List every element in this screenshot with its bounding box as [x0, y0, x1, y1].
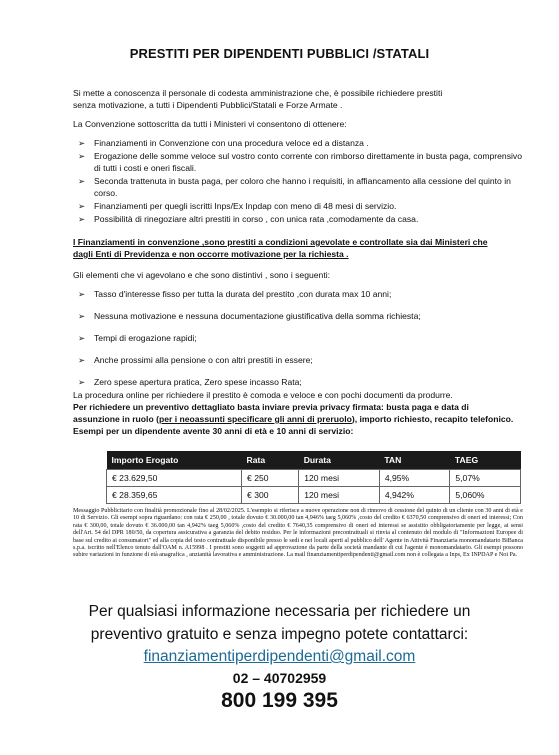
rates-table: [106, 451, 521, 504]
bold-notice: [73, 236, 523, 260]
arrow-bullet-icon: ➢: [78, 201, 86, 211]
intro-paragraph: [73, 87, 523, 111]
table-cell: € 250: [242, 470, 299, 487]
arrow-bullet-icon: ➢: [78, 311, 86, 321]
arrow-bullet-icon: ➢: [78, 151, 86, 161]
intro-line-2: senza motivazione, a tutti i Dipendenti Pubblici/Statali e Forze Armate .: [73, 100, 343, 110]
list-item: ➢ Tempi di erogazione rapidi;: [78, 333, 197, 343]
page-title: PRESTITI PER DIPENDENTI PUBBLICI /STATALI: [129, 46, 430, 61]
bold-notice-line-1: I Finanziamenti in convenzione ,sono prestiti a condizioni agevolate e controllate sia dai Ministeri che: [73, 237, 488, 247]
bold-notice-line-2: dagli Enti di Previdenza e non occorre motivazione per la richiesta .: [73, 249, 349, 259]
list-item: ➢ Zero spese apertura pratica, Zero spese incasso Rata;: [78, 377, 302, 387]
list-item: ➢ Tasso d'interesse fisso per tutta la durata del prestito ,con durata max 10 anni;: [78, 289, 392, 299]
table-cell: € 23.629,50: [107, 470, 242, 487]
arrow-bullet-icon: ➢: [78, 355, 86, 365]
contact-line-2: preventivo gratuito e senza impegno potete contattarci:: [90, 626, 469, 643]
arrow-bullet-icon: ➢: [78, 214, 86, 224]
table-cell: 4,95%: [379, 470, 450, 487]
header-importo: Importo Erogato: [107, 451, 242, 470]
list-item: ➢ Possibilità di rinegoziare altri prestiti in corso , con unica rata ,comodamente da casa.: [78, 214, 419, 224]
table-cell: € 300: [242, 487, 299, 504]
arrow-bullet-icon: ➢: [78, 377, 86, 387]
contact-text: [0, 600, 559, 646]
procedure-paragraph: [73, 389, 523, 437]
advantages-text: Gli elementi che vi agevolano e che sono distintivi , sono i seguenti:: [73, 270, 331, 280]
header-taeg: TAEG: [450, 451, 521, 470]
arrow-bullet-icon: ➢: [78, 333, 86, 343]
table-header-row: [107, 451, 521, 470]
list-item: ➢ Finanziamenti per quegli iscritti Inps/Ex Inpdap con meno di 48 mesi di servizio.: [78, 201, 397, 211]
list-item: ➢ Erogazione delle somme veloce sul vostro conto corrente con rimborso direttamente in busta paga, comprensivo di tutti i costi e oneri fiscali.: [78, 151, 522, 173]
list-item: ➢ Finanziamenti in Convenzione con una procedura veloce ed a distanza .: [78, 138, 369, 148]
table-row: [107, 487, 521, 504]
disclaimer-text: Messaggio Pubblicitario con finalità promozionale fino al 28/02/2025. L'esempio si riferisce a nuove operazione non di rinnovo di cessione del quinto di un cliente con 30 anni di età e 10 di Servizio. Gli esempi sopra riguardano: con rata € 250,00 , totale dovuto € 30.000,00 tan 4,946% taeg 5,060% ,costo del credito € 6370,50 comprensivo di oneri ed interessi; Con rata € 300,00, totale dovuto € 36.000,00 tan 4,942% taeg 5,060% ,costo del credito € 7640,35 comprensivo di oneri ed interessi se assistito obbligatoriamente per legge, ai sensi dell'Art. 54 del DPR 180/50, da copertura assicurativa a garanzia del debito residuo. Per le informazioni precontrattuali si rinvia al contenuto del modulo di "Informazioni Europee di base sul credito ai consumatori" ed alla copia del testo contrattuale disponibile presso le sedi e nei locali aperti al pubblico dell' Agente in Attività Finanziaria monomandatario BiBanca s.p.a. iscritto nell'Elenco tenuto dall'OAM n. A15998 . I prestiti sono soggetti ad approvazione da parte della società mandante di cui l'agente è monomandatario. Gli esempi possono subire variazioni in funzione di età anagrafica , anzianità lavorativa e amministrazione. La mail finanziamentiperdipendenti@gmail.com non è collegata a Inps, Ex INPDAP e Noi Pa.: [73, 508, 523, 559]
table-cell: 4,942%: [379, 487, 450, 504]
arrow-bullet-icon: ➢: [78, 138, 86, 148]
email-link[interactable]: finanziamentiperdipendenti@gmail.com: [143, 648, 416, 665]
intro-line-1: Si mette a conoscenza il personale di codesta amministrazione che, è possibile richiedere prestiti: [73, 88, 443, 98]
table-cell: 120 mesi: [299, 470, 380, 487]
phone-number-2: 800 199 395: [221, 689, 338, 712]
header-tan: TAN: [379, 451, 450, 470]
convention-bullet-list: [78, 137, 528, 226]
procedure-line-1: La procedura online per richiedere il prestito è comoda e veloce e con pochi documenti da produrre.: [73, 390, 453, 400]
list-item: ➢ Seconda trattenuta in busta paga, per coloro che hanno i requisiti, in affiancamento alla cessione del quinto in corso.: [78, 176, 511, 198]
table-cell: 120 mesi: [299, 487, 380, 504]
procedure-line-3: assunzione in ruolo (per i neoassunti specificare gli anni di preruolo), importo richiesto, recapito telefonico.: [73, 414, 514, 424]
table-cell: 5,07%: [450, 470, 521, 487]
table-cell: 5,060%: [450, 487, 521, 504]
header-rata: Rata: [242, 451, 299, 470]
advantages-bullet-list: [78, 288, 528, 398]
arrow-bullet-icon: ➢: [78, 289, 86, 299]
list-item: ➢ Nessuna motivazione e nessuna documentazione giustificativa della somma richiesta;: [78, 311, 421, 321]
phone-number-1: 02 – 40702959: [232, 670, 327, 686]
arrow-bullet-icon: ➢: [78, 176, 86, 186]
list-item: ➢ Anche prossimi alla pensione o con altri prestiti in essere;: [78, 355, 313, 365]
convention-text: La Convenzione sottoscritta da tutti i Ministeri vi consentono di ottenere:: [73, 119, 347, 129]
header-durata: Durata: [299, 451, 380, 470]
table-row: [107, 470, 521, 487]
procedure-line-4: Esempi per un dipendente avente 30 anni di età e 10 anni di servizio:: [73, 426, 354, 436]
contact-line-1: Per qualsiasi informazione necessaria per richiedere un: [88, 603, 471, 620]
table-cell: € 28.359,65: [107, 487, 242, 504]
procedure-line-2: Per richiedere un preventivo dettagliato basta inviare previa privacy firmata: busta paga e data di: [73, 402, 469, 412]
